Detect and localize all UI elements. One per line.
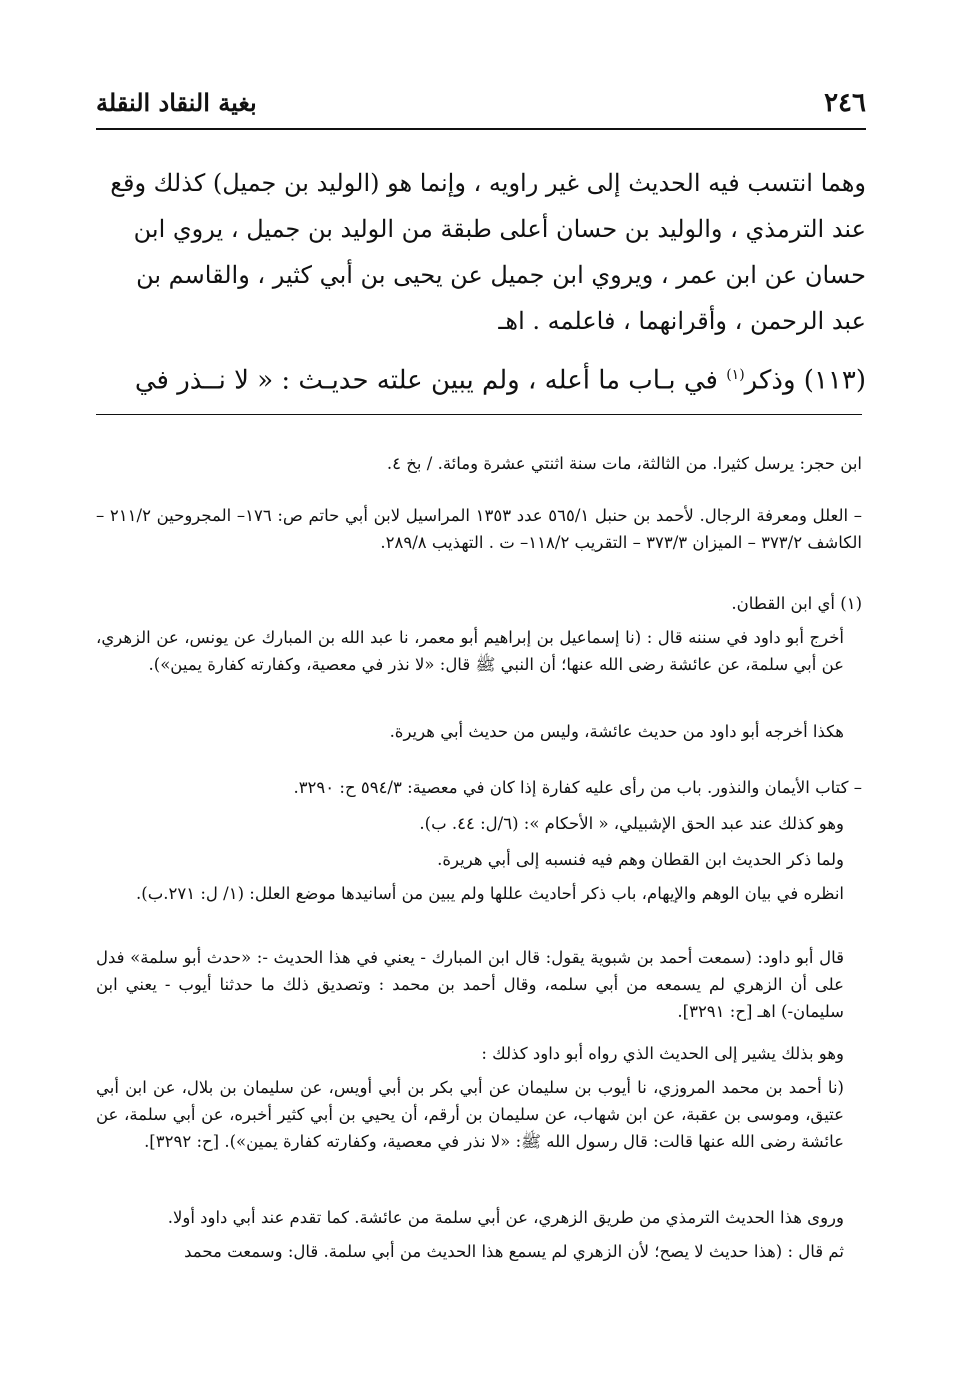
hadith-entry-113 — [96, 352, 866, 404]
page-header — [96, 88, 866, 128]
footnote-1-paragraph — [96, 1074, 844, 1155]
footnote-line: وهو بذلك يشير إلى الحديث الذي رواه أبو داود كذلك : — [481, 1044, 844, 1063]
main-text-line: وهما انتسب فيه الحديث إلى غير راويه ، وإنما هو (الوليد بن جميل) كذلك وقع — [110, 169, 866, 197]
footnote-1-paragraph — [96, 810, 844, 837]
footnote-1-paragraph — [96, 718, 844, 745]
footnote-line: وروى هذا الحديث الترمذي من طريق الزهري، عن أبي سلمة من عائشة. كما تقدم عند أبي داود أولا. — [167, 1208, 844, 1227]
footnote-line: وهو كذلك عند عبد الحق الإشبيلي، « الأحكام »: (٦/ل: ٤٤. ب). — [419, 814, 844, 833]
entry-text: في بـاب ما أعله ، ولم يبين علته حديـث : « لا نــذر في — [134, 365, 727, 396]
page-number: ٢٤٦ — [824, 88, 866, 118]
footnote-1-paragraph — [96, 880, 844, 907]
footnote-1-paragraph — [96, 1040, 844, 1067]
entry-number-text: (١١٣) وذكر — [744, 365, 866, 396]
footnote-line: – العلل ومعرفة الرجال. لأحمد بن حنبل ٥٦٥/١ عدد ١٣٥٣ المراسيل لابن أبي حاتم ص: ١٧٦– المجروحين ٢١١/٢ – الكاشف ٣٧٣/٢ – الميزان ٣٧٣/٣ – التقريب ١١٨/٢– ت . التهذيب ٢٨٩/٨. — [96, 506, 863, 552]
footnote-line: (١) أي ابن القطان. — [731, 594, 862, 613]
footnote-1-paragraph — [96, 944, 844, 1025]
footnote-line: ابن حجر: يرسل كثيرا. من الثالثة، مات سنة اثنتي عشرة ومائة. / بخ ٤. — [386, 454, 862, 473]
footnote-line: ثم قال : (هذا حديث لا يصح؛ لأن الزهري لم يسمع هذا الحديث من أبي سلمة. قال: وسمعت محمد — [184, 1242, 844, 1261]
footnote-1-paragraph — [96, 1204, 844, 1231]
footnote-marker: (١) — [726, 367, 745, 383]
footnote-line: هكذا أخرجه أبو داود من حديث عائشة، وليس من حديث أبي هريرة. — [389, 722, 844, 741]
footnote-1-source — [96, 774, 862, 801]
footnote-line: أخرج أبو داود في سننه قال : (نا إسماعيل بن إبراهيم أبو معمر، نا عبد الله بن المبارك عن يونس، عن الزهري، عن أبي سلمة، عن عائشة رضى الله عنها؛ أن النبي ﷺ قال: «لا نذر في معصية، وكفارته كفارة يمين»). — [96, 628, 844, 674]
main-text — [96, 160, 866, 344]
main-text-line: حسان عن ابن عمر ، ويروي ابن جميل عن يحيى بن أبي كثير ، والقاسم بن — [136, 261, 866, 289]
footnote-1-paragraph — [96, 624, 844, 678]
footnote-1-paragraph — [96, 1238, 844, 1265]
main-text-line: عند الترمذي ، والوليد بن حسان أعلى طبقة من الوليد بن جميل ، يروي ابن — [133, 215, 866, 243]
footnote-line: – كتاب الأيمان والنذور. باب من رأى عليه كفارة إذا كان في معصية: ٥٩٤/٣ ح: ٣٢٩٠. — [293, 778, 862, 797]
main-text-line: عبد الرحمن ، وأقرانهما ، فاعلمه . اهـ — [498, 307, 866, 335]
footnote-continuation — [96, 450, 862, 477]
footnote-1-paragraph — [96, 846, 844, 873]
footnote-sources — [96, 502, 862, 556]
footnote-line: ولما ذكر الحديث ابن القطان وهم فيه فنسبه إلى أبي هريرة. — [437, 850, 844, 869]
footnote-separator — [96, 414, 862, 415]
running-title: بغية النقاد النقلة — [96, 88, 257, 117]
footnote-line: (نا أحمد بن محمد المروزي، نا أيوب بن سليمان عن أبي بكر بن أبي أويس، عن سليمان بن بلال، عن ابن أبي عتيق، وموسى بن عقبة، عن ابن شهاب، عن سليمان بن أرقم، أن يحيي بن أبي كثير أخبره، عن أبي سلمة، عن عائشة رضى الله عنها قالت: قال رسول الله ﷺ: «لا نذر في معصية، وكفارته كفارة يمين»). [ح: ٣٢٩٢]. — [96, 1078, 844, 1151]
header-rule — [96, 128, 866, 130]
footnote-1-heading — [96, 590, 862, 617]
footnote-line: انظره في بيان الوهم والإيهام، باب ذكر أحاديث عللها ولم يبين من أسانيدها موضع العلل: (١/ ل: ٢٧١.ب). — [136, 884, 844, 903]
footnote-line: قال أبو داود: (سمعت أحمد بن شبوية يقول: قال ابن المبارك - يعني في هذا الحديث -: «حدث أبو سلمة» فدل على أن الزهري لم يسمعه من أبي سلمه، وقال أحمد بن محمد : وتصديق ذلك ما حدثنا أيوب - يعني ابن سليمان-) اهـ [ح: ٣٢٩١]. — [96, 948, 844, 1021]
